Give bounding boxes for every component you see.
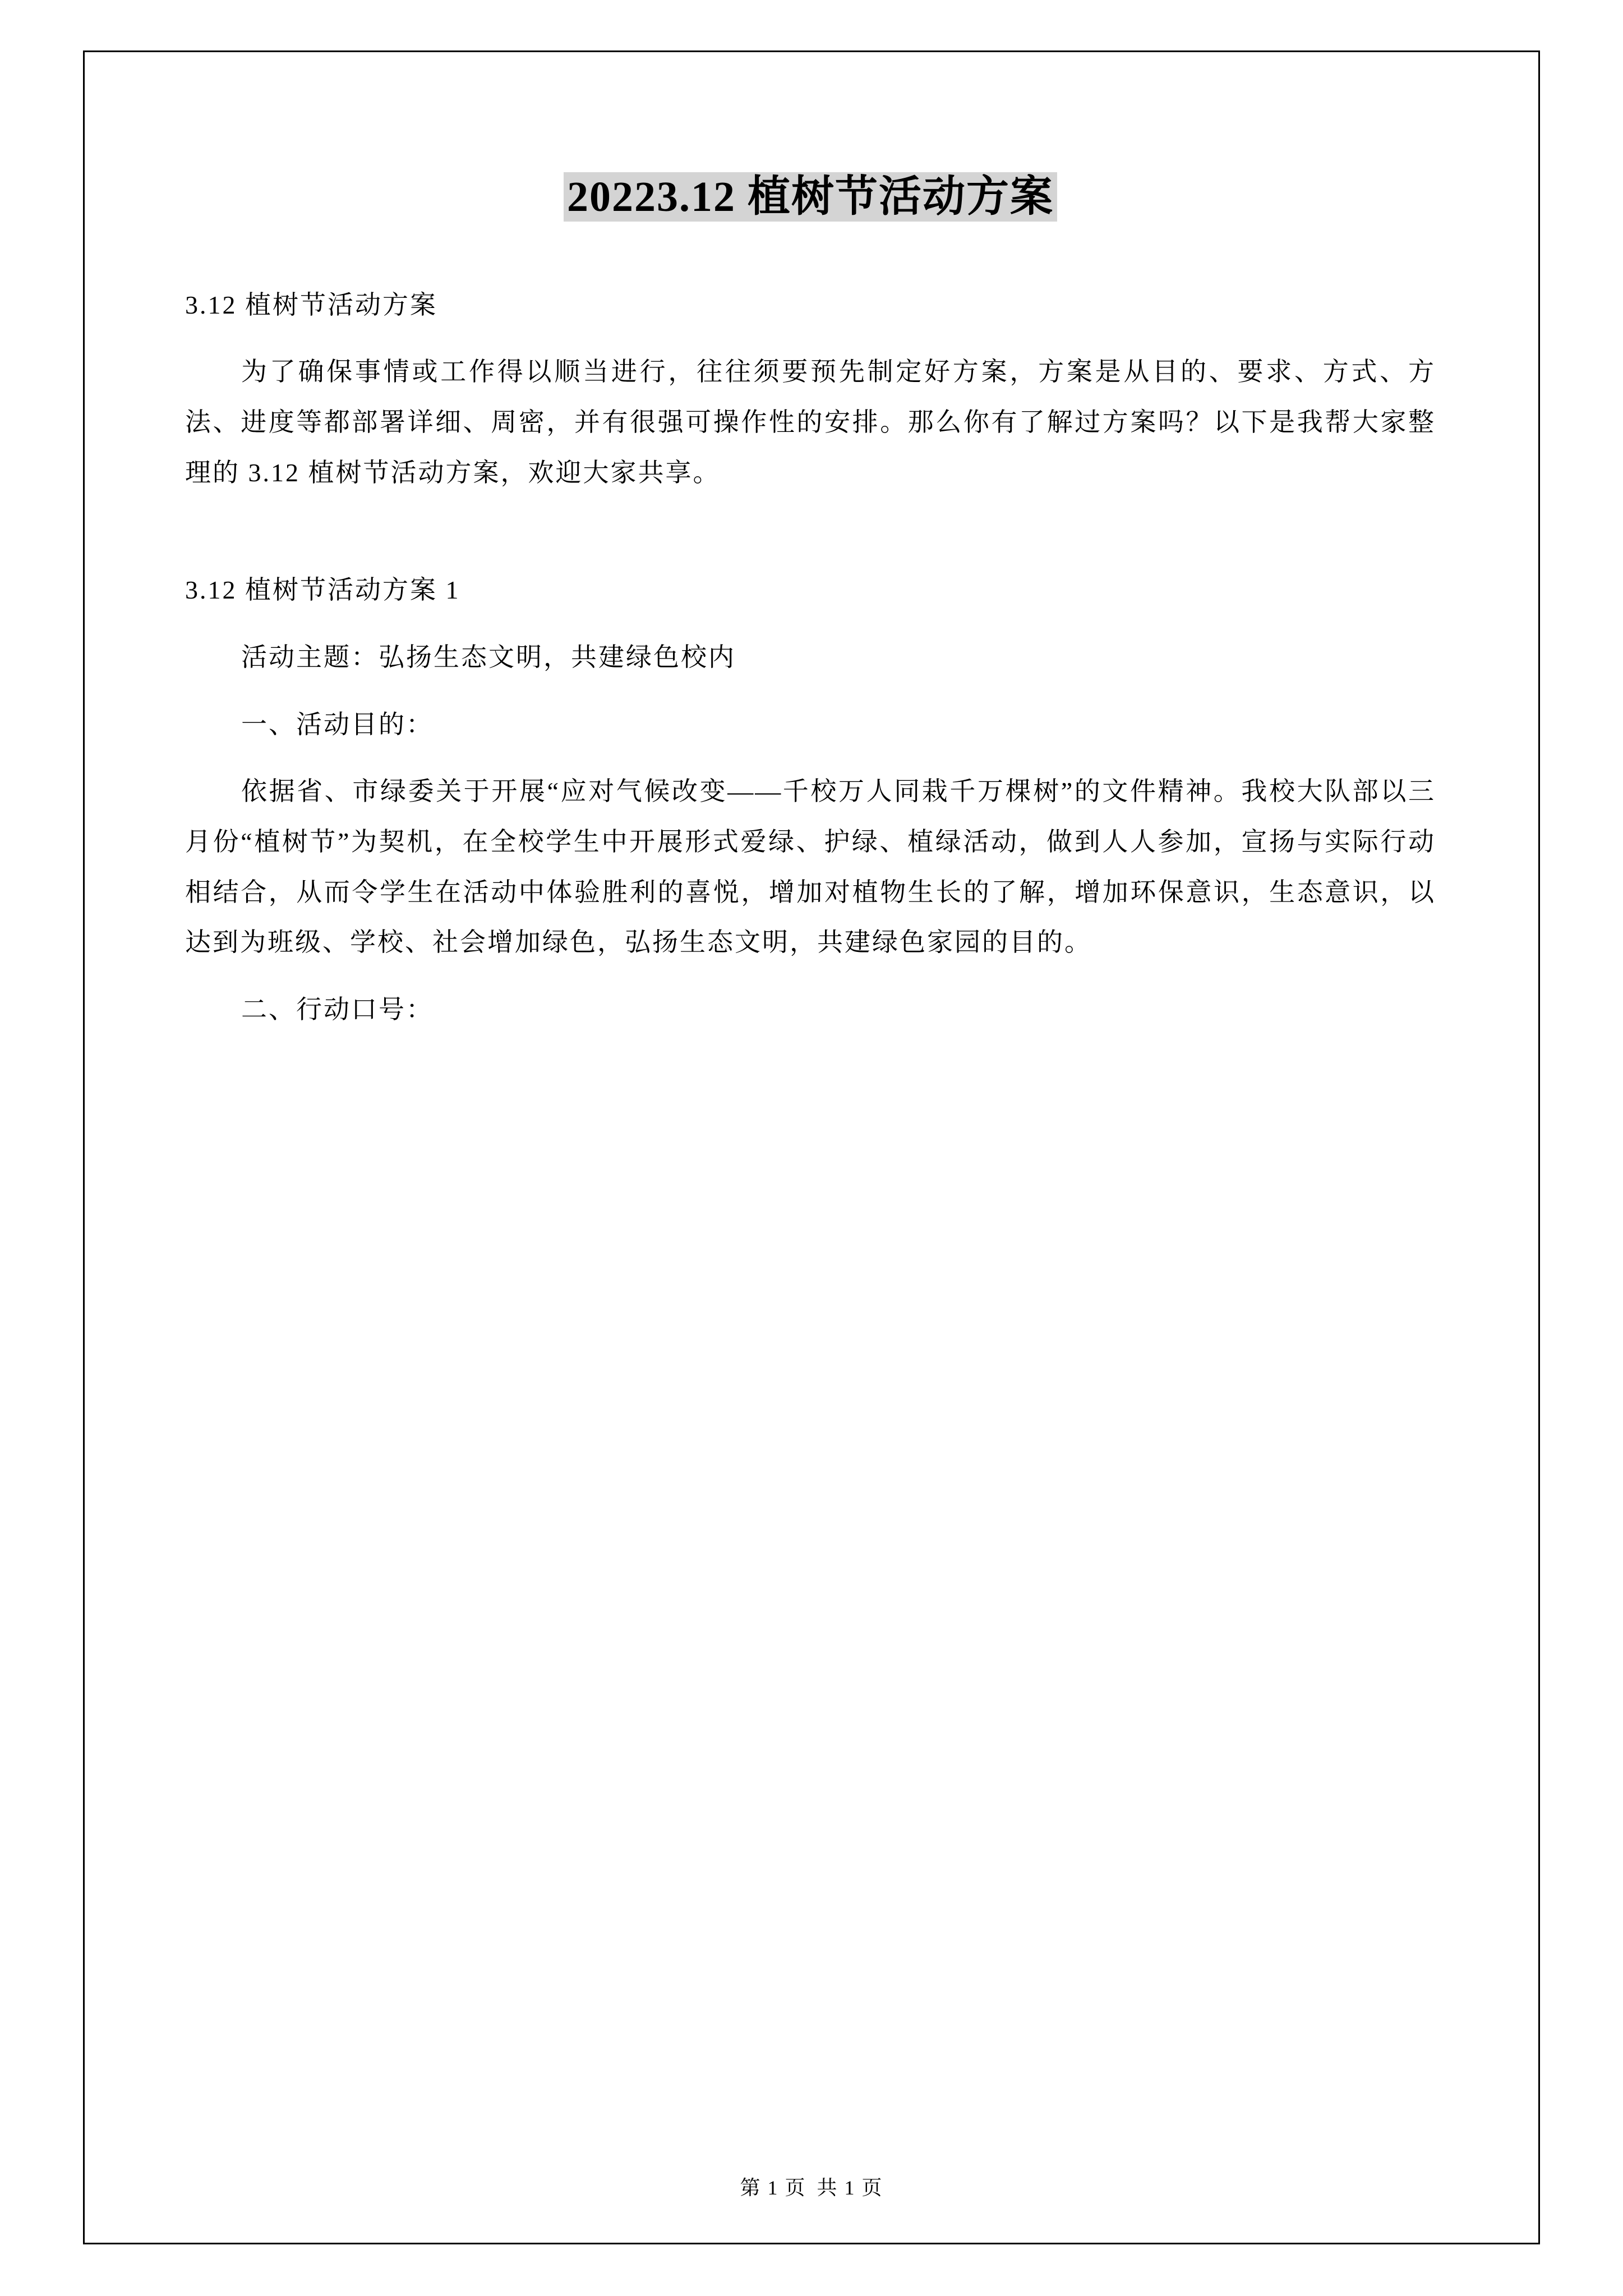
spacer-4 [185, 683, 1436, 700]
intro-paragraph: 为了确保事情或工作得以顺当进行，往往须要预先制定好方案，方案是从目的、要求、方式、方法、进度等都部署详细、周密，并有很强可操作性的安排。那么你有了解过方案吗？以下是我帮大家整理的 3.12 植树节活动方案，欢迎大家共享。 [185, 357, 1436, 487]
activity-theme: 活动主题：弘扬生态文明，共建绿色校内 [241, 643, 736, 672]
document-content [185, 168, 1436, 1035]
section-one-heading: 一、活动目的： [241, 710, 434, 739]
page-footer [0, 2172, 1623, 2201]
heading-line: 3.12 植树节活动方案 [185, 290, 437, 319]
footer-current-page: 第 1 页 [740, 2177, 806, 2199]
section-one-paragraph: 依据省、市绿委关于开展“应对气候改变——千校万人同栽千万棵树”的文件精神。我校大队部以三月份“植树节”为契机，在全校学生中开展形式爱绿、护绿、植绿活动，做到人人参加，宣扬与实际行动相结合，从而令学生在活动中体验胜利的喜悦，增加对植物生长的了解，增加环保意识，生态意识，以达到为班级、学校、社会增加绿色，弘扬生态文明，共建绿色家园的目的。 [185, 777, 1436, 957]
footer-total-pages: 共 1 页 [817, 2177, 883, 2199]
section-heading-1: 3.12 植树节活动方案 1 [185, 576, 460, 605]
spacer-after-title [185, 226, 1436, 280]
page-title [185, 168, 1436, 226]
spacer-6 [185, 968, 1436, 984]
section-two-heading: 二、行动口号： [241, 995, 434, 1024]
page-title-text: 20223.12 植树节活动方案 [564, 172, 1057, 222]
spacer-1 [185, 330, 1436, 347]
spacer-3 [185, 615, 1436, 632]
spacer-5 [185, 749, 1436, 766]
spacer-2 [185, 498, 1436, 565]
